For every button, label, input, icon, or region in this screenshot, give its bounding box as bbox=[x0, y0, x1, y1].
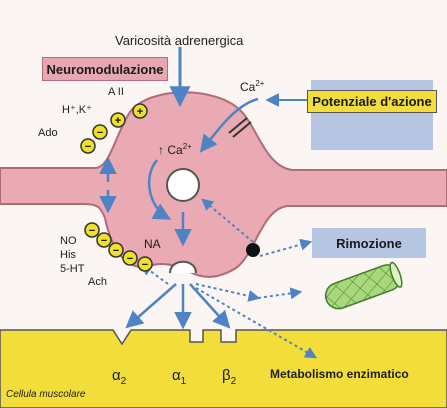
arrow-to-alpha2 bbox=[128, 284, 176, 326]
svg-text:−: − bbox=[96, 127, 104, 139]
calcium-inner-label bbox=[158, 143, 192, 156]
muscle-cell-label: Cellula muscolare bbox=[6, 389, 86, 400]
neuromodulation-box: Neuromodulazione bbox=[42, 57, 168, 81]
modulator-no-label: NO bbox=[60, 235, 77, 247]
svg-text:+: + bbox=[136, 106, 144, 118]
receptor-alpha1 bbox=[172, 368, 186, 387]
modulator-hk-label: H⁺,K⁺ bbox=[62, 104, 92, 116]
removal-box: Rimozione bbox=[312, 228, 426, 258]
receptor-alpha1-base: α bbox=[172, 367, 181, 384]
modulator-ach-label: Ach bbox=[88, 276, 107, 288]
transporter bbox=[246, 243, 260, 257]
svg-text:−: − bbox=[141, 259, 149, 271]
modulator-his-label: His bbox=[60, 249, 76, 261]
noradrenaline-label: NA bbox=[144, 237, 161, 251]
receptor-alpha1-sub: 1 bbox=[180, 376, 187, 387]
modulator-a2-label: A II bbox=[108, 86, 124, 98]
calcium-up-arrow: ↑ bbox=[158, 143, 164, 157]
receptor-beta2 bbox=[222, 368, 236, 387]
svg-text:−: − bbox=[126, 253, 134, 265]
vesicle bbox=[167, 169, 199, 201]
modulator-5ht-label: 5-HT bbox=[60, 263, 85, 275]
receptor-beta2-base: β bbox=[222, 367, 231, 384]
svg-text:−: − bbox=[112, 245, 120, 257]
receptor-beta2-sub: 2 bbox=[230, 376, 237, 387]
calcium-outer-sup: 2+ bbox=[255, 79, 265, 88]
receptor-alpha2-base: α bbox=[112, 367, 121, 384]
modulator-ado-label: Ado bbox=[38, 127, 58, 139]
removal-path-2 bbox=[258, 292, 300, 298]
calcium-inner-base: Ca bbox=[167, 143, 183, 157]
action-potential-label: Potenziale d'azione bbox=[307, 90, 436, 113]
removal-path-1 bbox=[196, 284, 258, 298]
varicosity-title: Varicosità adrenergica bbox=[115, 33, 244, 48]
svg-text:+: + bbox=[114, 115, 122, 127]
calcium-outer-base: Ca bbox=[240, 80, 256, 94]
arrow-to-beta2 bbox=[190, 284, 228, 326]
removal-cell-icon bbox=[322, 261, 404, 312]
transporter-to-removal bbox=[260, 242, 310, 256]
svg-text:−: − bbox=[100, 235, 108, 247]
calcium-inner-sup: 2+ bbox=[182, 142, 192, 151]
receptor-alpha2 bbox=[112, 368, 126, 387]
svg-text:−: − bbox=[84, 141, 92, 153]
calcium-outer-label bbox=[240, 80, 264, 93]
action-potential-box bbox=[311, 80, 433, 150]
svg-text:−: − bbox=[88, 225, 96, 237]
receptor-alpha2-sub: 2 bbox=[120, 376, 127, 387]
metabolism-label: Metabolismo enzimatico bbox=[270, 367, 409, 381]
